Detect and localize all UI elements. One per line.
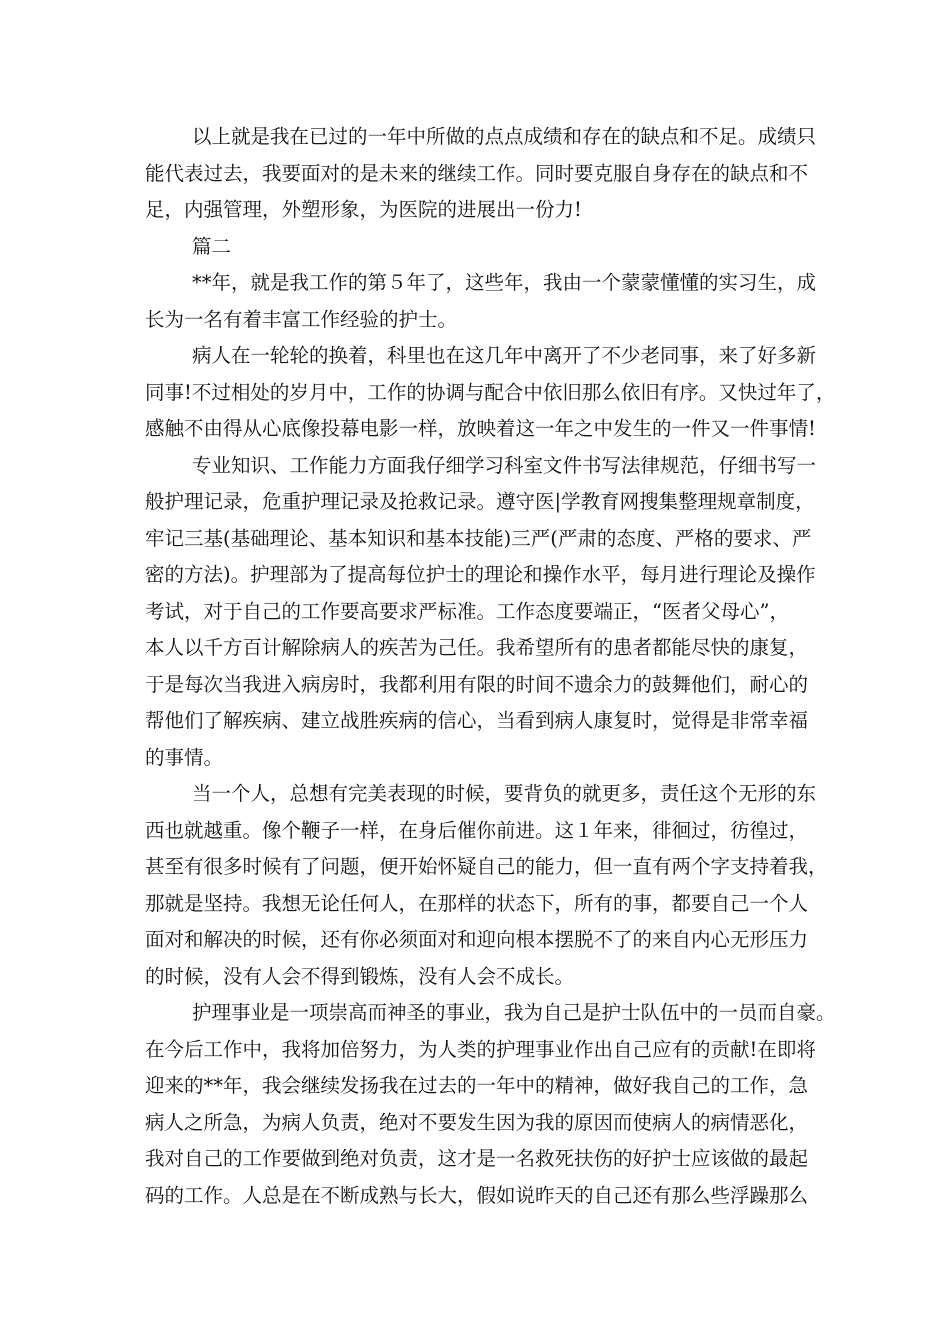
text-line: 帮他们了解疾病、建立战胜疾病的信心，当看到病人康复时，觉得是非常幸福 bbox=[145, 709, 809, 732]
text-line: 在今后工作中，我将加倍努力，为人类的护理事业作出自己应有的贡献!在即将 bbox=[145, 1038, 816, 1061]
text-line: 以上就是我在已过的一年中所做的点点成绩和存在的缺点和不足。成绩只 bbox=[192, 125, 817, 148]
text-line: 病人在一轮轮的换着，科里也在这几年中离开了不少老同事，来了好多新 bbox=[192, 344, 817, 367]
text-line: 长为一名有着丰富工作经验的护士。 bbox=[145, 308, 458, 331]
section-heading: 篇二 bbox=[192, 235, 232, 258]
text-line: 感触不由得从心底像投幕电影一样，放映着这一年之中发生的一件又一件事情! bbox=[145, 417, 816, 440]
text-line: 的时候，没有人会不得到锻炼，没有人会不成长。 bbox=[145, 965, 575, 988]
text-line: 西也就越重。像个鞭子一样，在身后催你前进。这１年来，徘徊过，彷徨过， bbox=[145, 819, 809, 842]
text-line: 的事情。 bbox=[145, 746, 224, 769]
text-line: 当一个人，总想有完美表现的时候，要背负的就更多，责任这个无形的东 bbox=[192, 782, 817, 805]
text-line: 面对和解决的时候，还有你必须面对和迎向根本摆脱不了的来自内心无形压力 bbox=[145, 928, 809, 951]
text-line: 那就是坚持。我想无论任何人，在那样的状态下，所有的事，都要自己一个人 bbox=[145, 892, 809, 915]
text-line: 甚至有很多时候有了问题，便开始怀疑自己的能力，但一直有两个字支持着我， bbox=[145, 855, 828, 878]
text-line: 考试，对于自己的工作要高要求严标准。工作态度要端正，“医者父母心”， bbox=[145, 600, 789, 623]
text-line: 同事!不过相处的岁月中，工作的协调与配合中依旧那么依旧有序。又快过年了， bbox=[145, 381, 836, 404]
text-line: 般护理记录，危重护理记录及抢救记录。遵守医|学教育网搜集整理规章制度， bbox=[145, 490, 815, 513]
text-line: 我对自己的工作要做到绝对负责，这才是一名救死扶伤的好护士应该做的最起 bbox=[145, 1147, 809, 1170]
text-line: 迎来的**年，我会继续发扬我在过去的一年中的精神，做好我自己的工作，急 bbox=[145, 1074, 809, 1097]
text-line: **年，就是我工作的第５年了，这些年，我由一个蒙蒙懂懂的实习生，成 bbox=[192, 271, 817, 294]
text-line: 码的工作。人总是在不断成熟与长大，假如说昨天的自己还有那么些浮躁那么 bbox=[145, 1184, 809, 1207]
text-line: 能代表过去，我要面对的是未来的继续工作。同时要克服自身存在的缺点和不 bbox=[145, 162, 809, 185]
text-line: 本人以千方百计解除病人的疾苦为己任。我希望所有的患者都能尽快的康复， bbox=[145, 636, 809, 659]
text-line: 牢记三基(基础理论、基本知识和基本技能)三严(严肃的态度、严格的要求、严 bbox=[145, 527, 812, 550]
text-line: 密的方法)。护理部为了提高每位护士的理论和操作水平，每月进行理论及操作 bbox=[145, 563, 816, 586]
text-line: 病人之所急，为病人负责，绝对不要发生因为我的原因而使病人的病情恶化， bbox=[145, 1111, 809, 1134]
text-line: 专业知识、工作能力方面我仔细学习科室文件书写法律规范，仔细书写一 bbox=[192, 454, 817, 477]
text-line: 于是每次当我进入病房时，我都利用有限的时间不遗余力的鼓舞他们，耐心的 bbox=[145, 673, 809, 696]
text-line: 足，内强管理，外塑形象，为医院的进展出一份力! bbox=[145, 198, 582, 221]
text-line: 护理事业是一项崇高而神圣的事业，我为自己是护士队伍中的一员而自豪。 bbox=[192, 1001, 836, 1024]
